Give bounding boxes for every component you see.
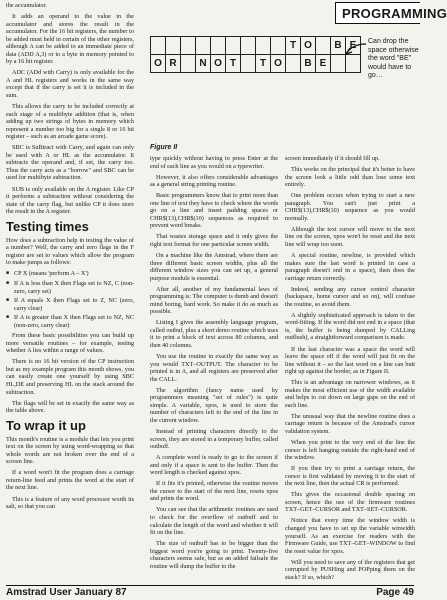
grid-cell: T (226, 55, 241, 73)
paragraph: The algorithm (fancy name used by programmers meaning "set of rules") is quite simple. A variable, xpos, is used to store the number of characters left to the end of the line in the current window. (150, 386, 278, 424)
paragraph: A special routine, newline, is provided which makes sure the last word is printed in case a paragraph doesn't end in a space), then does the carriage return correctly. (285, 252, 415, 282)
grid-cell (316, 37, 331, 55)
grid-cell (181, 55, 196, 73)
paragraph: If it fits it's printed, otherwise the routine moves the cursor to the start of the next line, resets xpos and prints the word. (150, 480, 278, 503)
paragraph: However, it also offers considerable advantages as a general string printing routine. (150, 173, 278, 189)
paragraph: You can see that the arithmetic routines are used to check for the overflow of outbuff and to calculate the length of the word and whether it will fit on the line. (150, 506, 278, 537)
paragraph: ADC (ADd with Carry) is only available for the A and HL registers and works in the same way except that if the carry is set it is included in the sum. (6, 69, 134, 100)
paragraph: You use the routine in exactly the same way as you would TXT–OUTPUT. The character to be printed is in A, and all registers are preserved after the CALL. (150, 353, 278, 383)
paragraph: The size of outbuff has to be bigger than the biggest word you're going to print. Twenty-five characters seems safe, but as an added failsafe the routine will dump the buffer to the (150, 540, 278, 570)
pointer-arrow-icon (338, 40, 368, 70)
paragraph: If you then try to print a carriage return, the cursor is first validated by moving it to the start of the next line, then the actual CR is performed. (285, 465, 415, 488)
grid-cell (211, 37, 226, 55)
paragraph: Notice that every time the window width is changed you have to set up the variable winwidth yourself. As an exercise for readers with the Firmware Guide, use TXT–GET–WINDOW to find the reset value for xpos. (285, 517, 415, 555)
grid-cell (166, 37, 181, 55)
paragraph: It adds an operand to the value in the accumulator and stores the result in the accumulator. For the 16 bit registers, the number to be added must held in certain of the other registers, although A can be added to an immediate piece of data (ADD A,3) or to a byte in memory pointed to by a 16 bit register. (6, 13, 134, 66)
list-item: ■ If A equals X then Flags set to Z, NC (zero, carry clear) (14, 297, 134, 312)
grid-cell (226, 37, 241, 55)
list-item: ■ CP X (means 'perform A – X') (14, 270, 134, 278)
list-item: ■ If A is greater than X then Flags set to NZ, NC (non-zero, carry clear) (14, 314, 134, 329)
column-3 (285, 155, 415, 585)
grid-cell (256, 37, 271, 55)
paragraph: If the last character was a space the word will leave the space off if the word will just fit on the line without it – so the last word on a line can butt right up against the border, as in Figure II. (285, 345, 415, 376)
paragraph: The unusual way that the newline routine does a carriage return is because of the Amstrad's cursor validation system. (285, 412, 415, 435)
paragraph: How does a subtraction help in testing the value of a number? Well, the carry and zero flags in the F register are set to values which allow the program to make jumps as follows: (6, 236, 134, 267)
magazine-issue: Amstrad User January 87 (6, 587, 127, 598)
grid-cell: E (316, 55, 331, 73)
grid-cell: O (301, 37, 316, 55)
paragraph: This is a feature of any word processor worth its salt, so that you can (6, 495, 134, 511)
paragraph: Indeed, sending any cursor control character (backspace, home cursor and so on), will confuse the routine, so avoid them. (285, 285, 415, 308)
paragraph: A slightly sophisticated approach is taken to the word-fitting. If the word did not end in a space (that is, the buffer is being dumped by CALLing outflush), a straightforward comparison is made. (285, 311, 415, 342)
flag-list (6, 270, 134, 329)
grid-cell (286, 55, 301, 73)
grid-row-1 (151, 37, 361, 55)
paragraph: type quickly without having to press Enter at the end of each line as you would on a typewriter. (150, 155, 278, 170)
paragraph: Listing I gives the assembly language program, called outbuf, plus a short demo routine which uses it to print a block of text across 80 columns, and then 40 columns. (150, 319, 278, 350)
grid-cell: O (151, 55, 166, 73)
grid-cell (241, 37, 256, 55)
grid-cell: E (346, 37, 361, 55)
paragraph: The flags will be set in exactly the same way as the table above. (6, 399, 134, 415)
grid-row-2 (151, 55, 361, 73)
figure-caption: Figure II (150, 144, 178, 151)
paragraph: Will you need to save any of the registers that get corrupted by PUSHing and POPping them on the stack? If so, which? (285, 558, 415, 581)
grid-cell (241, 55, 256, 73)
paragraph: There is no 16 bit version of the CP instruction but as my example program this month shows, you can easily create one yourself by using SBC HL,DE and preserving HL on the stack around the subtraction. (6, 358, 134, 396)
paragraph: One problem occurs when trying to start a new paragraph. You can't just print a CHR$(13),CHR$(10) sequence as you would normally. (285, 192, 415, 222)
grid-cell: N (196, 55, 211, 73)
paragraph: If a word won't fit the program does a carriage return-line feed and prints the word at the start of the next line. (6, 469, 134, 492)
grid-cell (181, 37, 196, 55)
paragraph: When you print to the very end of the line the cursor is left hanging outside the right-hand end of the window. (285, 439, 415, 462)
screen-grid (150, 36, 361, 73)
paragraph: the accumulator. (6, 2, 47, 9)
paragraph: screen immediately if it should fill up. (285, 155, 380, 162)
paragraph: That wastes storage space and it only gives the right text format for one particular screen width. (150, 233, 278, 248)
figure-ii (150, 22, 418, 154)
page-number: Page 49 (376, 587, 414, 598)
grid-cell: O (271, 55, 286, 73)
paragraph: SBC is SuBtract with Carry, and again can only be used with A or HL as the accumulator. It subtracts the operand and, if set, the carry too. Thus the carry acts as a "borrow" and SBC can be used for multibyte subtraction. (6, 144, 134, 182)
list-item: ■ If A is less than X then Flags set to NZ, C (non-zero, carry set) (14, 280, 134, 295)
paragraph: A complete word is ready to go to the screen if and only if a space is sent to the buffer. Then the word length is checked against xpos. (150, 454, 278, 477)
grid-cell: T (286, 37, 301, 55)
grid-cell: B (331, 37, 346, 55)
paragraph: After all, another of my fundamental laws of programming is: The computer is dumb and doesn't mind boring, hard work. So make it do as much as possible. (150, 285, 278, 316)
grid-cell (196, 37, 211, 55)
column-1 (6, 2, 134, 514)
paragraph: This gives the occasional double spacing on screen, hence the use of the firmware routines TXT–GET–CURSOR and TXT–SET–CURSOR. (285, 491, 415, 514)
paragraph: On a machine like the Amstrad, where there are three different basic screen widths, plus all the different window sizes you can set up, a general purpose module is essential. (150, 252, 278, 282)
paragraph: SUB is only available on the A register. Like CP it performs a subtraction without considering the state of the carry flag, but unlike CP it does store the result in the A register. (6, 185, 134, 216)
grid-cell: T (256, 55, 271, 73)
grid-cell: O (211, 55, 226, 73)
paragraph: This month's routine is a module that lets you print text on the screen by using word-wrapping so that whole words are not broken over the end of a screen line. (6, 435, 134, 466)
paragraph: Instead of printing characters directly to the screen, they are stored in a temporary buffer, called outbuff. (150, 428, 278, 451)
column-2 (150, 155, 278, 574)
grid-cell (271, 37, 286, 55)
paragraph: This works on the principal that it's better to have the screen look a little odd than lose some text entirely. (285, 166, 415, 189)
page-footer (6, 585, 414, 600)
subheading-to-wrap-it-up: To wrap it up (6, 417, 86, 433)
paragraph: This allows the carry to be included correctly at each stage of a multibyte addition (that is, when adding up two strings of bytes in memory which represent a number too big for a single 8 or 16 bit register – such as an arcade game score). (6, 103, 134, 141)
grid-cell: B (301, 55, 316, 73)
figure-annotation: Can drop the space otherwise the word "BE" would have to go… (368, 38, 419, 80)
paragraph: This is an advantage on narrower windows, as it makes the most efficient use of the width available and helps to cut down on large gaps on the end of each line. (285, 379, 415, 409)
paragraph: From these basic possibilities you can build up more versatile routines – for example, testing whether A lies within a range of values. (6, 332, 134, 355)
grid-cell (151, 37, 166, 55)
paragraph: Although the text cursor will move to the next line on the screen, xpos won't be reset and the next line will wrap too soon. (285, 225, 415, 248)
section-header: PROGRAMMING (335, 2, 420, 24)
grid-cell: R (166, 55, 181, 73)
paragraph: Basic programmers know that to print more than one line of text they have to check where the words go on a line and insert padding spaces or CHR$(13),CHR$(10) sequences as required to prevent word breaks. (150, 192, 278, 230)
subheading-testing-times: Testing times (6, 218, 89, 234)
